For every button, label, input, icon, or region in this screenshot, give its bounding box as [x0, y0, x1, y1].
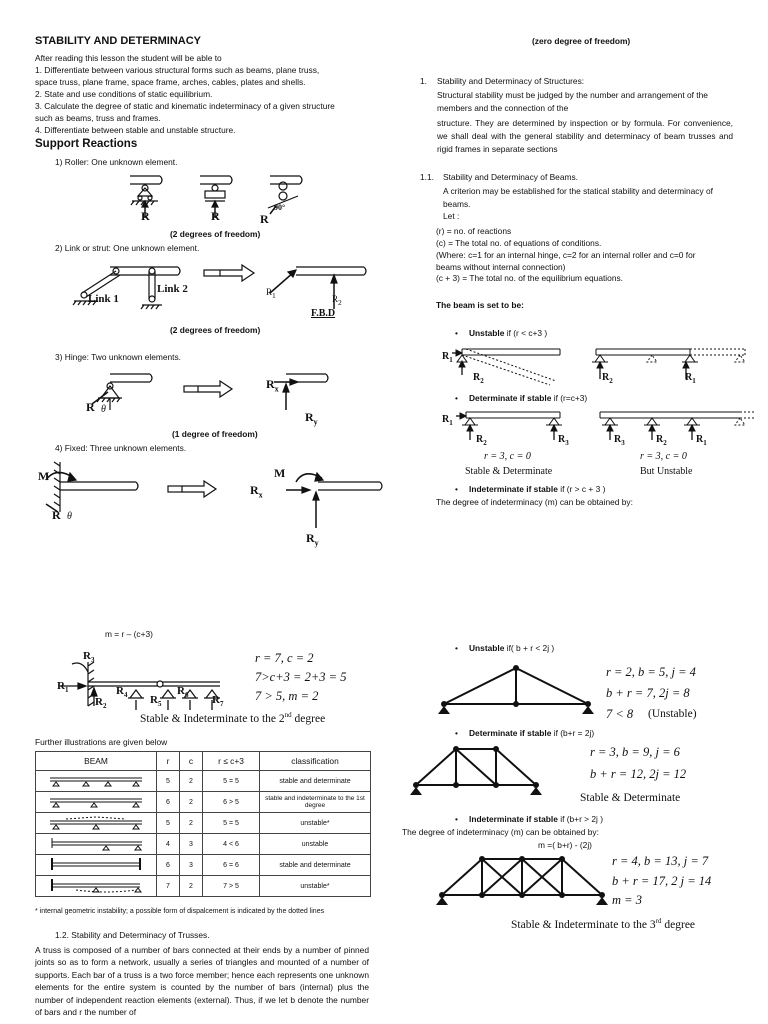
link2-label: Link 2	[157, 283, 188, 295]
beam-r6-label: $R_6$	[177, 685, 189, 700]
beam-eq-1: r = 7, c = 2	[255, 651, 314, 665]
trusses-paragraph: A truss is composed of a number of bars connected at their ends by a number of pinned joints so as to form a network, usually a series of triangles and mounted of a number of supports. Each bar of a truss is a two force member; hence each represents one unknown elements for the entire system is counted by the number of bars (internal) plus the number of independent reaction elements (external). Thus, if we let b denote the number of bars and r the number of	[35, 945, 369, 1018]
db-r2b-label: $R_2$	[656, 434, 667, 447]
beam-r7-label: $R_7$	[212, 694, 224, 709]
cell-cond: 6 > 5	[203, 792, 260, 813]
t3-caption: Stable & Indeterminate to the 3rd degree	[511, 917, 696, 931]
link1-label: Link 1	[88, 293, 119, 305]
beam-classification-table	[35, 751, 371, 897]
def-line: (r) = no. of reactions	[436, 226, 512, 236]
th-c: c	[180, 752, 203, 771]
table-row	[36, 792, 371, 813]
sec11-text: A criterion may be established for the statical stability and determinacy of beams.	[443, 186, 713, 209]
trusses-heading: 1.2. Stability and Determinacy of Trusses.	[55, 930, 210, 940]
cell-c: 3	[180, 834, 203, 855]
cell-cond: 5 = 5	[203, 771, 260, 792]
determinate-truss-diagram	[410, 745, 580, 805]
sec1-text-2: structure. They are determined by inspection or by formula. For convenience, we shall deal with the general stability and determinacy of beam trusses and rigid frames in separate sections	[437, 118, 733, 154]
cell-class: stable and indeterminate to the 1st degree	[260, 792, 371, 813]
beam-r2-label: $R_2$	[95, 696, 107, 711]
beam-sketch	[36, 834, 157, 855]
cell-class: unstable*	[260, 876, 371, 897]
ninety-degree-label: 90°	[274, 203, 286, 212]
intro-line: After reading this lesson the student will be able to	[35, 53, 222, 63]
sec11-number: 1.1.	[420, 172, 434, 182]
fixed-m-label: M	[38, 469, 50, 483]
let-label: Let :	[443, 211, 460, 221]
determinate-beams-diagram	[440, 408, 768, 448]
beam-indeterminate-bullet: • Indeterminate if stable if (r > c + 3 )	[455, 484, 605, 495]
t-degree-text: The degree of indeterminacy (m) can be obtained by:	[402, 827, 599, 837]
beam-unstable-bullet: • Unstable if (r < c+3 )	[455, 328, 547, 339]
truss-unstable-bullet: • Unstable if( b + r < 2j )	[455, 643, 554, 654]
ub-r2b-label: $R_2$	[602, 372, 613, 385]
m-formula: m = r – (c+3)	[105, 629, 153, 639]
t-m-formula: m =( b+r) - (2j)	[538, 840, 592, 850]
beam-set-label: The beam is set to be:	[436, 300, 524, 310]
def-line: (c) = The total no. of equations of conditions.	[436, 238, 602, 248]
beam-r4-label: $R_4$	[116, 685, 128, 700]
intro-line: such as beams, truss and frames.	[35, 113, 161, 123]
cell-c: 2	[180, 813, 203, 834]
t1-eq-3: 7 < 8	[606, 707, 634, 721]
table-row	[36, 771, 371, 792]
link-item: 2) Link or strut: One unknown element.	[55, 243, 200, 253]
table-footnote: * internal geometric instability; a possible form of dispalcement is indicated by the dotted lines	[35, 908, 325, 915]
t1-eq-2: b + r = 7, 2j = 8	[606, 686, 690, 700]
cell-c: 2	[180, 876, 203, 897]
beam-sketch	[36, 792, 157, 813]
fixed-theta-label: θ	[67, 511, 72, 522]
cell-r: 5	[157, 771, 180, 792]
sec1-title: Stability and Determinacy of Structures:	[437, 76, 585, 86]
intro-line: 1. Differentiate between various structural forms such as beams, plane truss,	[35, 65, 320, 75]
t2-eq-1: r = 3, b = 9, j = 6	[590, 745, 680, 759]
th-classification: classification	[260, 752, 371, 771]
table-row	[36, 855, 371, 876]
hinge-rx-label: $R_x$	[266, 377, 279, 394]
hinge-dof-caption: (1 degree of freedom)	[172, 429, 258, 439]
truss-determinate-bullet: • Determinate if stable if (b+r = 2j)	[455, 728, 594, 739]
cell-c: 3	[180, 855, 203, 876]
link-dof-caption: (2 degrees of freedom)	[170, 325, 261, 335]
beam-sketch-icon	[46, 794, 146, 808]
fixed-ry-label: $R_y$	[306, 531, 319, 548]
cell-class: stable and determinate	[260, 771, 371, 792]
rc-left-eq: r = 3, c = 0	[484, 451, 531, 462]
cell-class: stable and determinate	[260, 855, 371, 876]
cell-r: 5	[157, 813, 180, 834]
cell-c: 2	[180, 792, 203, 813]
beam-eq-3: 7 > 5, m = 2	[255, 689, 319, 703]
cell-r: 6	[157, 855, 180, 876]
beam-sketch-icon	[46, 857, 146, 871]
beam-sketch-icon	[46, 836, 146, 850]
roller-r-label-3: R	[260, 212, 269, 226]
t3-eq-2: b + r = 17, 2 j = 14	[612, 874, 712, 888]
rc-left-caption: Stable & Determinate	[465, 466, 553, 477]
beam-sketch	[36, 813, 157, 834]
beam-r1-label: $R_1$	[57, 680, 69, 695]
cell-r: 4	[157, 834, 180, 855]
fbd-r2-label: $R_2$	[332, 294, 342, 307]
fbd-label: F.B.D	[311, 308, 336, 319]
beam-sketch-icon	[46, 815, 146, 829]
def-line: (Where: c=1 for an internal hinge, c=2 for an internal roller and c=0 for	[436, 250, 696, 260]
link-strut-diagram	[70, 255, 350, 325]
roller-supports-diagram	[120, 170, 340, 230]
indeterminate-truss-diagram	[436, 855, 606, 915]
fbd-r1-label: $R_1$	[266, 287, 276, 300]
t1-note: (Unstable)	[648, 708, 697, 720]
cell-cond: 4 < 6	[203, 834, 260, 855]
truss-indeterminate-bullet: • Indeterminate if stable if (b+r > 2j )	[455, 814, 603, 825]
beam-sketch	[36, 855, 157, 876]
beam-determinate-bullet: • Determinate if stable if (r=c+3)	[455, 393, 587, 404]
beam-r5-label: $R_5$	[150, 694, 162, 709]
db-r2-label: $R_2$	[476, 434, 487, 447]
intro-line: space truss, plane frame, space frame, arches, cables, plates and shells.	[35, 77, 306, 87]
th-r: r	[157, 752, 180, 771]
t2-caption: Stable & Determinate	[580, 792, 681, 804]
rc-right-caption: But Unstable	[640, 466, 693, 477]
beam-r3-label: $R_3$	[83, 650, 95, 665]
roller-item: 1) Roller: One unknown element.	[55, 157, 178, 167]
intro-line: 3. Calculate the degree of static and kinematic indeterminacy of a given structure	[35, 101, 335, 111]
intro-line: 2. State and use conditions of static equilibrium.	[35, 89, 213, 99]
further-illustrations: Further illustrations are given below	[35, 737, 168, 747]
beam-caption: Stable & Indeterminate to the 2nd degree	[140, 711, 326, 725]
cell-cond: 5 = 5	[203, 813, 260, 834]
fixed-rx-label: $R_x$	[250, 483, 263, 500]
hinge-ry-label: $R_y$	[305, 410, 318, 427]
t2-eq-2: b + r = 12, 2j = 12	[590, 767, 687, 781]
t3-eq-1: r = 4, b = 13, j = 7	[612, 854, 709, 868]
cell-class: unstable	[260, 834, 371, 855]
hinge-r-label: R	[86, 400, 95, 414]
hinge-item: 3) Hinge: Two unknown elements.	[55, 352, 182, 362]
t3-eq-3: m = 3	[612, 893, 642, 907]
ub-r1b-label: $R_1$	[685, 372, 696, 385]
beam-sketch-icon	[46, 878, 146, 892]
def-line: (c + 3) = The total no. of the equilibrium equations.	[436, 273, 623, 283]
th-condition: r ≤ c+3	[203, 752, 260, 771]
table-row	[36, 813, 371, 834]
th-beam: BEAM	[36, 752, 157, 771]
cell-cond: 6 = 6	[203, 855, 260, 876]
rc-right-eq: r = 3, c = 0	[640, 451, 687, 462]
hinge-theta-label: θ	[101, 404, 106, 415]
fixed-r-label: R	[52, 508, 61, 522]
sec1-number: 1.	[420, 76, 427, 86]
table-row	[36, 876, 371, 897]
fixed-support-diagram	[40, 460, 350, 540]
roller-r-label-1: R	[141, 209, 150, 223]
db-r1-label: $R_1$	[442, 414, 453, 427]
def-line: beams without internal connection)	[436, 262, 566, 272]
fixed-m-label-2: M	[274, 466, 286, 480]
db-r1b-label: $R_1$	[696, 434, 707, 447]
intro-line: 4. Differentiate between stable and unstable structure.	[35, 125, 236, 135]
t1-eq-1: r = 2, b = 5, j = 4	[606, 665, 696, 679]
beam-sketch-icon	[46, 773, 146, 787]
doc-title: STABILITY AND DETERMINACY	[35, 35, 202, 47]
db-r3-label: $R_3$	[558, 434, 569, 447]
beam-sketch	[36, 771, 157, 792]
cell-class: unstable*	[260, 813, 371, 834]
ub-r1-label: $R_1$	[442, 351, 453, 364]
sec1-text-1: Structural stability must be judged by the number and arrangement of the members and the connection of the	[437, 90, 708, 113]
degree-text: The degree of indeterminacy (m) can be obtained by:	[436, 497, 633, 507]
cell-r: 7	[157, 876, 180, 897]
sec11-title: Stability and Determinacy of Beams.	[443, 172, 578, 182]
db-r3b-label: $R_3$	[614, 434, 625, 447]
roller-dof-caption: (2 degrees of freedom)	[170, 229, 261, 239]
zero-dof-caption: (zero degree of freedom)	[532, 36, 631, 46]
cell-r: 6	[157, 792, 180, 813]
fixed-item: 4) Fixed: Three unknown elements.	[55, 443, 187, 453]
cell-cond: 7 > 5	[203, 876, 260, 897]
beam-eq-2: 7>c+3 = 2+3 = 5	[255, 670, 347, 684]
ub-r2-label: $R_2$	[473, 372, 484, 385]
beam-sketch	[36, 876, 157, 897]
cell-c: 2	[180, 771, 203, 792]
table-row	[36, 834, 371, 855]
support-reactions-heading: Support Reactions	[35, 138, 138, 150]
unstable-truss-diagram	[436, 660, 606, 720]
roller-r-label-2: R	[211, 209, 220, 223]
